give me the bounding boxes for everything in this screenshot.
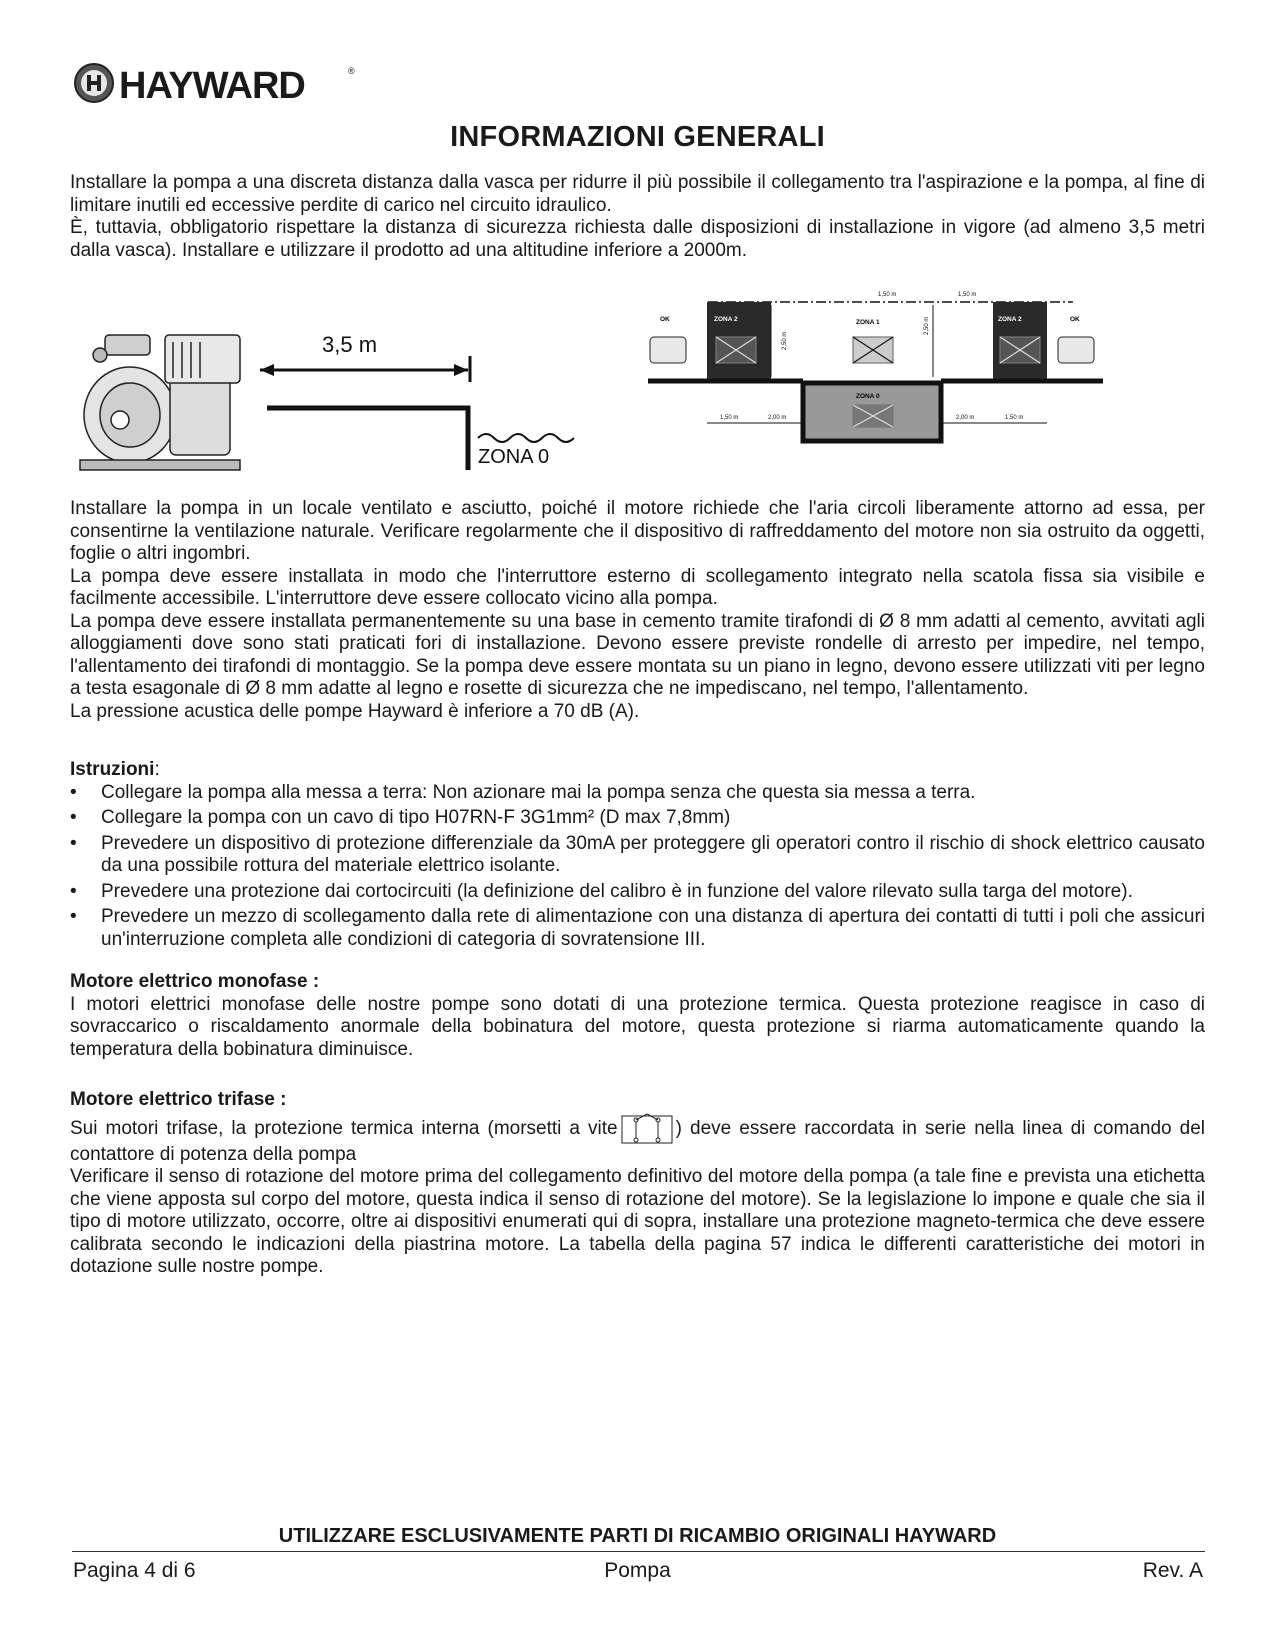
zones-diagram: [660, 292, 1178, 475]
intro-paragraph-2: È, tuttavia, obbligatorio rispettare la distanza di sicurezza richiesta dalle disposizioni di installazione in vigore (ad almeno 3,5 metri dalla vasca). Installare e utilizzare il prodotto ad una altitudine inferiore a 2000m.: [70, 217, 1205, 261]
zone-0-label: ZONA 0: [478, 446, 550, 468]
list-item: • Prevedere un mezzo di scollegamento dalla rete di alimentazione con una distanza di apertura dei contatti di tutti i poli che assicuri un'interruzione completa alle condizioni di categoria di sovratensione III.: [70, 906, 1205, 951]
vertical-dimension-right: 2,50 m: [924, 316, 930, 335]
monofase-text: I motori elettrici monofase delle nostre pompe sono dotati di una protezione termica. Questa protezione reagisce in caso di sovraccarico o riscaldamento anormale della bobinatura del motore, questa protezione si riarma automaticamente quando la temperatura della bobinatura diminuisce.: [70, 993, 1205, 1060]
pump-distance-figure: [70, 320, 610, 500]
list-item: • Collegare la pompa con un cavo di tipo H07RN-F 3G1mm² (D max 7,8mm): [70, 807, 1205, 830]
instructions-heading: Istruzioni: [70, 759, 155, 780]
trifase-section: [70, 1089, 1205, 1279]
instructions-list: [70, 782, 1205, 952]
distance-label: 3,5 m: [322, 332, 378, 357]
list-item: • Prevedere una protezione dai cortocircuiti (la definizione del calibro è in funzione del valore rilevato sulla targa del motore).: [70, 881, 1205, 904]
trifase-text: [70, 1112, 1205, 1167]
instructions-colon: :: [154, 759, 160, 780]
bottom-dimension-4: 1,50 m: [1005, 415, 1024, 421]
hayward-logo: [72, 60, 362, 106]
footer-product: Pompa: [604, 1559, 671, 1582]
footer-page-number: Pagina 4 di 6: [73, 1559, 196, 1582]
zona-2-left-label: ZONA 2: [714, 316, 738, 323]
footer-divider: [72, 1551, 1205, 1552]
trifase-text-after: ) deve essere raccordata in serie nella linea di comando del contattore di potenza della pompa: [70, 1117, 1205, 1165]
footer-notice: UTILIZZARE ESCLUSIVAMENTE PARTI DI RICAMBIO ORIGINALI HAYWARD: [278, 1525, 997, 1547]
installation-section: [70, 498, 1205, 723]
logo-wordmark: HAYWARD: [119, 65, 305, 107]
body-paragraph-1: Installare la pompa in un locale ventilato e asciutto, poiché il motore richiede che l'aria circoli liberamente attorno ad essa, per consentirne la ventilazione naturale. Verificare regolarmente che il dispositivo di raffreddamento del motore non sia ostruito da oggetti, foglie o altri ingombri.: [70, 498, 1205, 564]
top-dimension-right: 1,50 m: [958, 292, 977, 298]
pool-edge: [267, 408, 468, 470]
top-dimension-left: 1,50 m: [878, 292, 897, 298]
zona-2-right-label: ZONA 2: [998, 316, 1022, 323]
intro-section: [70, 172, 1205, 262]
intro-paragraph-1: Installare la pompa a una discreta distanza dalla vasca per ridurre il più possibile il collegamento tra l'aspirazione e la pompa, al fine di limitare inutili ed eccessive perdite di carico nel circuito idraulico.: [70, 172, 1205, 216]
vertical-dimension-left: 2,50 m: [782, 331, 788, 350]
trifase-heading: Motore elettrico trifase :: [70, 1089, 287, 1110]
list-item: • Collegare la pompa alla messa a terra: Non azionare mai la pompa senza che questa sia messa a terra.: [70, 782, 1205, 805]
pump-illustration-icon: [80, 335, 240, 470]
thermal-protection-terminals-icon: [620, 1112, 674, 1144]
water-surface-icon: [478, 434, 574, 442]
ok-left-label: OK: [660, 316, 670, 323]
bottom-dimension-3: 2,00 m: [956, 415, 975, 421]
trifase-text-before: Sui motori trifase, la protezione termica interna (morsetti a vite: [70, 1117, 618, 1139]
body-paragraph-3: La pompa deve essere installata permanentemente su una base in cemento tramite tirafondi di Ø 8 mm adatti al cemento, avvitati agli alloggiamenti dove sono stati praticati fori di installazione. Devono essere previste rondelle di arresto per impedire, nel tempo, l'allentamento dei tirafondi di montaggio. Se la pompa deve essere montata su un piano in legno, devono essere utilizzati viti per legno a testa esagonale di Ø 8 mm adatte al legno e rosette di sicurezza che ne impediscano, nel tempo, l'allentamento.: [70, 610, 1205, 699]
bottom-dimension-1: 1,50 m: [720, 415, 739, 421]
logo-registered-mark: ®: [348, 66, 355, 76]
monofase-heading: Motore elettrico monofase :: [70, 971, 320, 992]
instructions-section: [70, 759, 1205, 954]
ok-right-label: OK: [1070, 316, 1080, 323]
body-paragraph-2: La pompa deve essere installata in modo che l'interruttore esterno di scollegamento integrato nella scatola fissa sia visibile e facilmente accessibile. L'interruttore deve essere collocato vicino alla pompa.: [70, 565, 1205, 609]
footer-revision: Rev. A: [1142, 1559, 1203, 1582]
monofase-section: [70, 971, 1205, 1061]
zona-1-label: ZONA 1: [856, 319, 880, 326]
trifase-text-2: Verificare il senso di rotazione del motore prima del collegamento definitivo del motore della pompa (a tale fine e prevista una etichetta che viene apposta sul corpo del motore, questa indica il senso di rotazione del motore). Se la legislazione lo impone e quale che sia il tipo di motore utilizzato, occorre, oltre ai dispositivi enumerati qui di sopra, installare una protezione magneto-termica che deve essere calibrata secondo le indicazioni della piastrina motore. La tabella della pagina 57 indica le differenti caratteristiche dei motori in dotazione sulle nostre pompe.: [70, 1166, 1205, 1277]
list-item: • Prevedere un dispositivo di protezione differenziale da 30mA per proteggere gli operatori contro il rischio di shock elettrico causato da una possibile rottura del materiale elettrico isolante.: [70, 833, 1205, 878]
page-title: INFORMAZIONI GENERALI: [450, 121, 825, 153]
bottom-dimension-2: 2,00 m: [768, 415, 787, 421]
body-paragraph-4: La pressione acustica delle pompe Hayward è inferiore a 70 dB (A).: [70, 700, 640, 722]
zona-0-diagram-label: ZONA 0: [856, 393, 880, 400]
